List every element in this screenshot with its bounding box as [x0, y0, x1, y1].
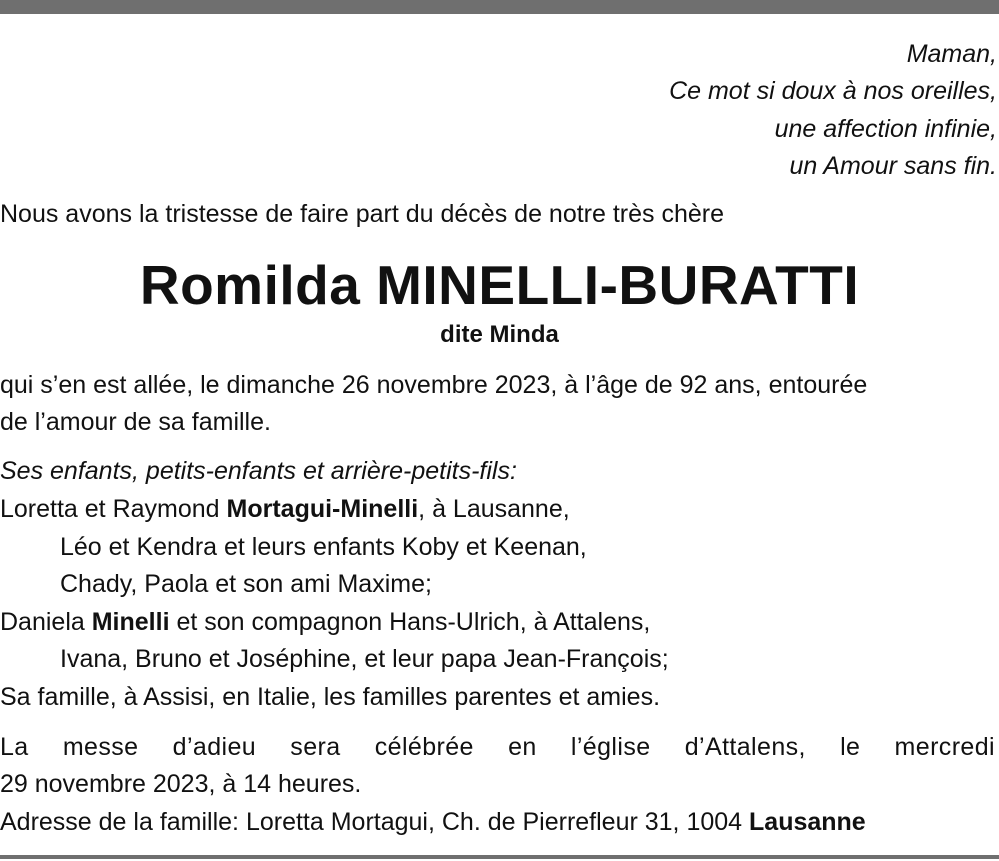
family-heading: Ses enfants, petits-enfants et arrière-petits-fils:: [0, 457, 517, 485]
family-line-4-surname: Minelli: [91, 608, 170, 636]
top-rule: [0, 0, 999, 14]
death-text-line-1: qui s’en est allée, le dimanche 26 novembre 2023, à l’âge de 92 ans, entourée: [0, 371, 868, 399]
intro-text: Nous avons la tristesse de faire part du décès de notre très chère: [0, 200, 724, 228]
family-line-6: Sa famille, à Assisi, en Italie, les familles parentes et amies.: [0, 683, 661, 711]
family-line-2: Léo et Kendra et leurs enfants Koby et Keenan,: [60, 533, 587, 561]
family-line-1-pre: Loretta et Raymond: [0, 495, 227, 523]
family-line-1-surname: Mortagui-Minelli: [226, 495, 419, 523]
death-text-line-2: de l’amour de sa famille.: [0, 408, 271, 436]
family-line-4-pre: Daniela: [0, 608, 92, 636]
family-line-4: [0, 604, 650, 640]
family-address: [0, 804, 866, 840]
ceremony-line-2: 29 novembre 2023, à 14 heures.: [0, 770, 362, 798]
family-line-1-post: , à Lausanne,: [418, 495, 570, 523]
poem-line-4: un Amour sans fin.: [789, 152, 997, 180]
address-text: Adresse de la famille: Loretta Mortagui, Ch. de Pierrefleur 31, 1004: [0, 808, 750, 836]
address-city: Lausanne: [749, 808, 866, 836]
family-line-3: Chady, Paola et son ami Maxime;: [60, 570, 432, 598]
family-line-4-post: et son compagnon Hans-Ulrich, à Attalens,: [169, 608, 651, 636]
family-line-5: Ivana, Bruno et Joséphine, et leur papa Jean-François;: [60, 645, 669, 673]
family-line-1: [0, 491, 570, 527]
ceremony-line-1: La messe d’adieu sera célébrée en l’église d’Attalens, le mercredi: [0, 733, 995, 761]
deceased-name: Romilda MINELLI-BURATTI: [139, 254, 860, 316]
obituary-notice: [0, 14, 999, 855]
poem-line-3: une affection infinie,: [774, 115, 997, 143]
poem-line-2: Ce mot si doux à nos oreilles,: [669, 77, 997, 105]
deceased-nickname: dite Minda: [440, 321, 559, 348]
poem-line-1: Maman,: [906, 40, 997, 68]
bottom-rule: [0, 855, 999, 859]
